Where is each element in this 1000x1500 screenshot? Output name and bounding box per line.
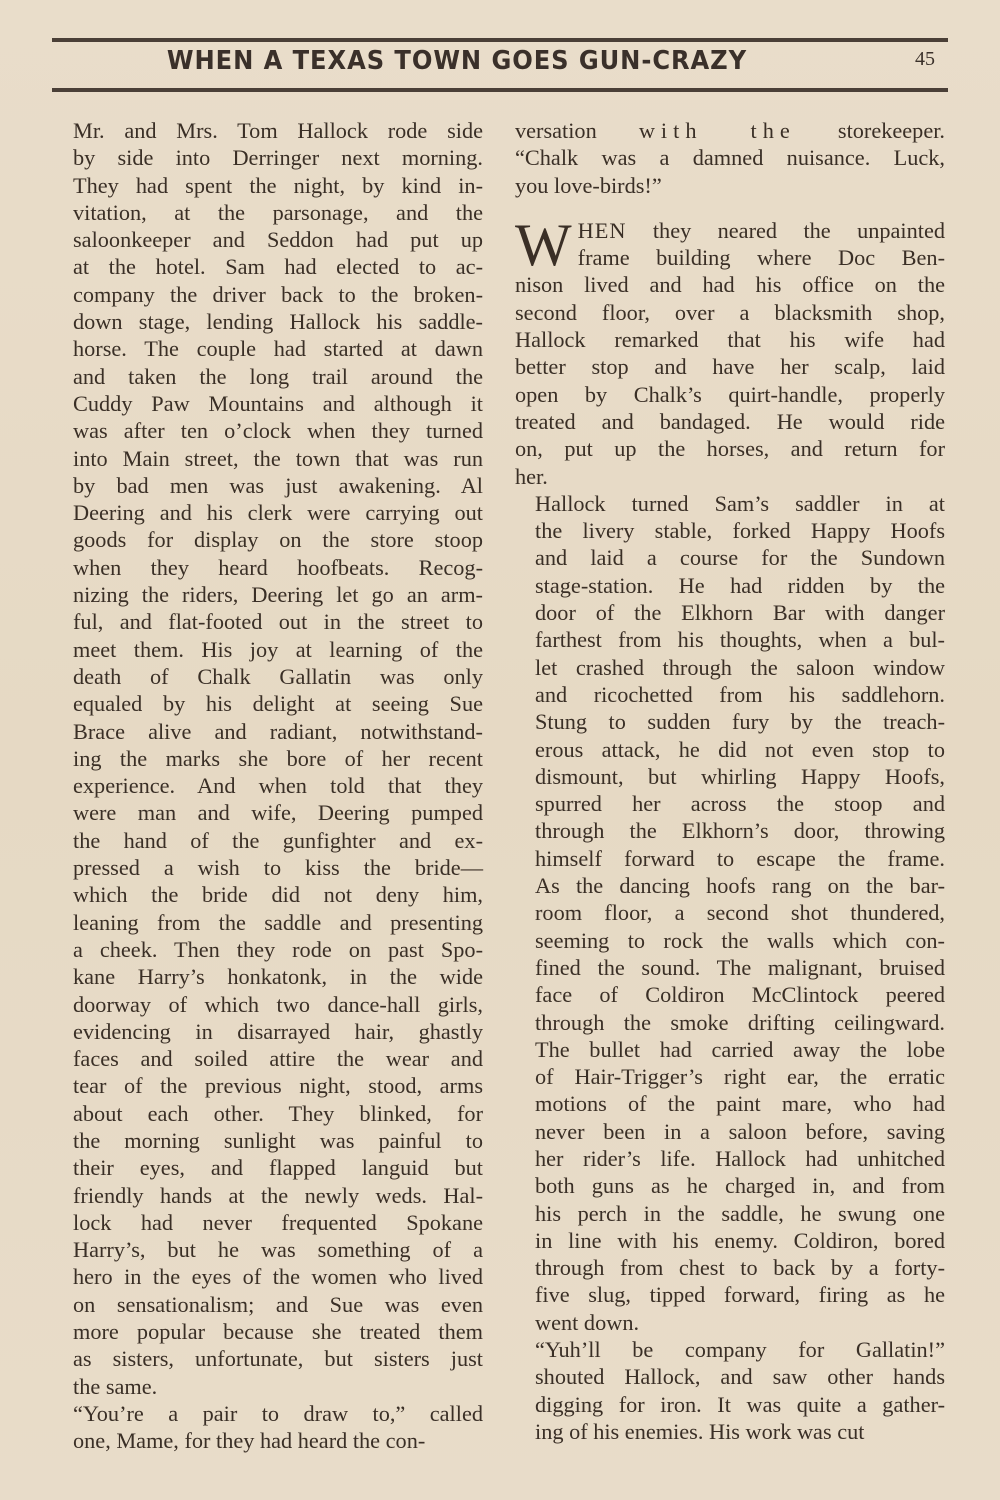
text-line: through the Elkhorn’s door, throwing xyxy=(535,818,945,844)
text-line: saloonkeeper and Seddon had put up xyxy=(73,227,483,253)
text-line: experience. And when told that they xyxy=(73,773,483,799)
text-line: the morning sunlight was painful to xyxy=(73,1127,483,1153)
right-column xyxy=(515,117,945,1445)
text-line: friendly hands at the newly weds. Hal- xyxy=(73,1182,483,1208)
text-line: more popular because she treated them xyxy=(73,1319,483,1345)
text-line: goods for display on the store stoop xyxy=(73,527,483,553)
text-line: her. xyxy=(515,463,548,489)
page-number: 45 xyxy=(915,48,935,70)
text-line: a cheek. Then they rode on past Spo- xyxy=(73,936,483,962)
text-line: tear of the previous night, stood, arms xyxy=(73,1073,483,1099)
text-line: pressed a wish to kiss the bride— xyxy=(73,855,483,881)
text-line: evidencing in disarrayed hair, ghastly xyxy=(73,1018,483,1044)
text-line: They had spent the night, by kind in- xyxy=(73,172,483,198)
text-line: was after ten o’clock when they turned xyxy=(73,418,483,444)
text-line: doorway of which two dance-hall girls, xyxy=(73,991,483,1017)
text-line: “You’re a pair to draw to,” called xyxy=(73,1400,483,1426)
text-fragment: they neared the unpainted xyxy=(652,217,945,243)
text-line: treated and bandaged. He would ride xyxy=(515,408,945,434)
text-line: As the dancing hoofs rang on the bar- xyxy=(535,873,945,899)
text-line: Deering and his clerk were carrying out xyxy=(73,500,483,526)
text-line: himself forward to escape the frame. xyxy=(535,845,945,871)
text-line: Mr. and Mrs. Tom Hallock rode side xyxy=(73,118,483,143)
text-line: Stung to sudden fury by the treach- xyxy=(535,709,945,735)
text-line: nison lived and had his office on the xyxy=(515,272,945,298)
drop-cap: W xyxy=(515,211,572,278)
text-line: and laid a course for the Sundown xyxy=(535,545,945,571)
text-line: ing the marks she bore of her recent xyxy=(73,745,483,771)
text-line: through from chest to back by a forty- xyxy=(535,1255,945,1281)
text-line: through the smoke drifting ceilingward. xyxy=(535,1009,945,1035)
text-line xyxy=(515,117,945,144)
text-line: her rider’s life. Hallock had unhitched xyxy=(535,1145,945,1171)
text-line: the hand of the gunfighter and ex- xyxy=(73,827,483,853)
text-word: storekeeper. xyxy=(837,118,945,143)
left-column xyxy=(53,117,483,1455)
paragraph-continuation xyxy=(515,117,945,199)
text-line: room floor, a second shot thundered, xyxy=(535,900,945,926)
text-line: better stop and have her scalp, laid xyxy=(515,354,945,380)
text-line: ing of his enemies. His work was cut xyxy=(535,1418,865,1444)
text-line: of Hair-Trigger’s right ear, the erratic xyxy=(535,1064,945,1090)
text-line: by bad men was just awakening. Al xyxy=(73,472,483,498)
text-line: fined the sound. The malignant, bruised xyxy=(535,954,945,980)
text-line: down stage, lending Hallock his saddle- xyxy=(73,309,483,335)
text-line: when they heard hoofbeats. Recog- xyxy=(73,554,483,580)
text-line: “Yuh’ll be company for Gallatin!” xyxy=(535,1337,945,1363)
text-line: in line with his enemy. Coldiron, bored xyxy=(535,1227,945,1253)
text-line: Hallock turned Sam’s saddler in at xyxy=(535,490,945,516)
text-line: second floor, over a blacksmith shop, xyxy=(515,299,945,325)
letterspaced-words: with the xyxy=(638,118,796,143)
text-line: spurred her across the stoop and xyxy=(535,791,945,817)
text-line: hero in the eyes of the women who lived xyxy=(73,1264,483,1290)
lead-in: HEN xyxy=(577,217,627,243)
text-line: erous attack, he did not even stop to xyxy=(535,736,945,762)
text-word: versation xyxy=(515,118,597,143)
text-line: horse. The couple had started at dawn xyxy=(73,336,483,362)
text-line: open by Chalk’s quirt-handle, properly xyxy=(515,381,945,407)
text-line: Cuddy Paw Mountains and although it xyxy=(73,390,483,416)
header-rule-bottom xyxy=(52,88,948,92)
paragraph xyxy=(515,1336,945,1445)
text-line: let crashed through the saloon window xyxy=(535,654,945,680)
text-line: meet them. His joy at learning of the xyxy=(73,636,483,662)
text-line: ful, and flat-footed out in the street to xyxy=(73,609,483,635)
text-line: the same. xyxy=(73,1373,158,1399)
text-line: shouted Hallock, and saw other hands xyxy=(535,1364,945,1390)
text-line: five slug, tipped forward, firing as he xyxy=(535,1282,945,1308)
text-line: which the bride did not deny him, xyxy=(73,882,483,908)
text-line: digging for iron. It was quite a gather- xyxy=(535,1391,945,1417)
text-line: face of Coldiron McClintock peered xyxy=(535,982,945,1008)
text-line: motions of the paint mare, who had xyxy=(535,1091,945,1117)
text-line: into Main street, the town that was run xyxy=(73,445,483,471)
text-line: company the driver back to the broken- xyxy=(73,281,483,307)
text-line: lock had never frequented Spokane xyxy=(73,1209,483,1235)
text-line: were man and wife, Deering pumped xyxy=(73,800,483,826)
text-line: kane Harry’s honkatonk, in the wide xyxy=(73,964,483,990)
paragraph xyxy=(53,1400,483,1455)
text-line: stage-station. He had ridden by the xyxy=(535,572,945,598)
text-line: seeming to rock the walls which con- xyxy=(535,927,945,953)
text-line: on sensationalism; and Sue was even xyxy=(73,1291,483,1317)
text-line: The bullet had carried away the lobe xyxy=(535,1036,945,1062)
text-line: Hallock remarked that his wife had xyxy=(515,327,945,353)
text-line: faces and soiled attire the wear and xyxy=(73,1046,483,1072)
text-line: equaled by his delight at seeing Sue xyxy=(73,691,483,717)
text-line: on, put up the horses, and return for xyxy=(515,436,945,462)
text-line: the livery stable, forked Happy Hoofs xyxy=(535,518,945,544)
text-line: frame building where Doc Ben- xyxy=(577,245,945,271)
text-line: vitation, at the parsonage, and the xyxy=(73,199,483,225)
text-line: his perch in the saddle, he swung one xyxy=(535,1200,945,1226)
text-line: nizing the riders, Deering let go an arm- xyxy=(73,582,483,608)
header-rule-top xyxy=(52,38,948,42)
text-line: dismount, but whirling Happy Hoofs, xyxy=(535,763,945,789)
paragraph xyxy=(53,117,483,1400)
text-line: and taken the long trail around the xyxy=(73,363,483,389)
text-line: you love-birds!” xyxy=(515,172,662,198)
text-line: farthest from his thoughts, when a bul- xyxy=(535,627,945,653)
text-line: their eyes, and flapped languid but xyxy=(73,1155,483,1181)
text-line: at the hotel. Sam had elected to ac- xyxy=(73,254,483,280)
text-line: as sisters, unfortunate, but sisters just xyxy=(73,1346,483,1372)
text-line: “Chalk was a damned nuisance. Luck, xyxy=(515,145,945,171)
paragraph xyxy=(515,490,945,1336)
text-line: both guns as he charged in, and from xyxy=(535,1173,945,1199)
text-line: death of Chalk Gallatin was only xyxy=(73,663,483,689)
text-line: door of the Elkhorn Bar with danger xyxy=(535,600,945,626)
text-line: one, Mame, for they had heard the con- xyxy=(73,1428,426,1454)
text-line: went down. xyxy=(535,1309,640,1335)
text-line xyxy=(515,217,945,244)
text-line: about each other. They blinked, for xyxy=(73,1100,483,1126)
text-line: never been in a saloon before, saving xyxy=(535,1118,945,1144)
text-line: Brace alive and radiant, notwithstand- xyxy=(73,718,483,744)
running-title: WHEN A TEXAS TOWN GOES GUN-CRAZY xyxy=(166,46,748,76)
text-line: by side into Derringer next morning. xyxy=(73,145,483,171)
text-line: and ricochetted from his saddlehorn. xyxy=(535,681,945,707)
section-opening xyxy=(515,211,945,490)
text-line: leaning from the saddle and presenting xyxy=(73,909,483,935)
text-line: Harry’s, but he was something of a xyxy=(73,1237,483,1263)
